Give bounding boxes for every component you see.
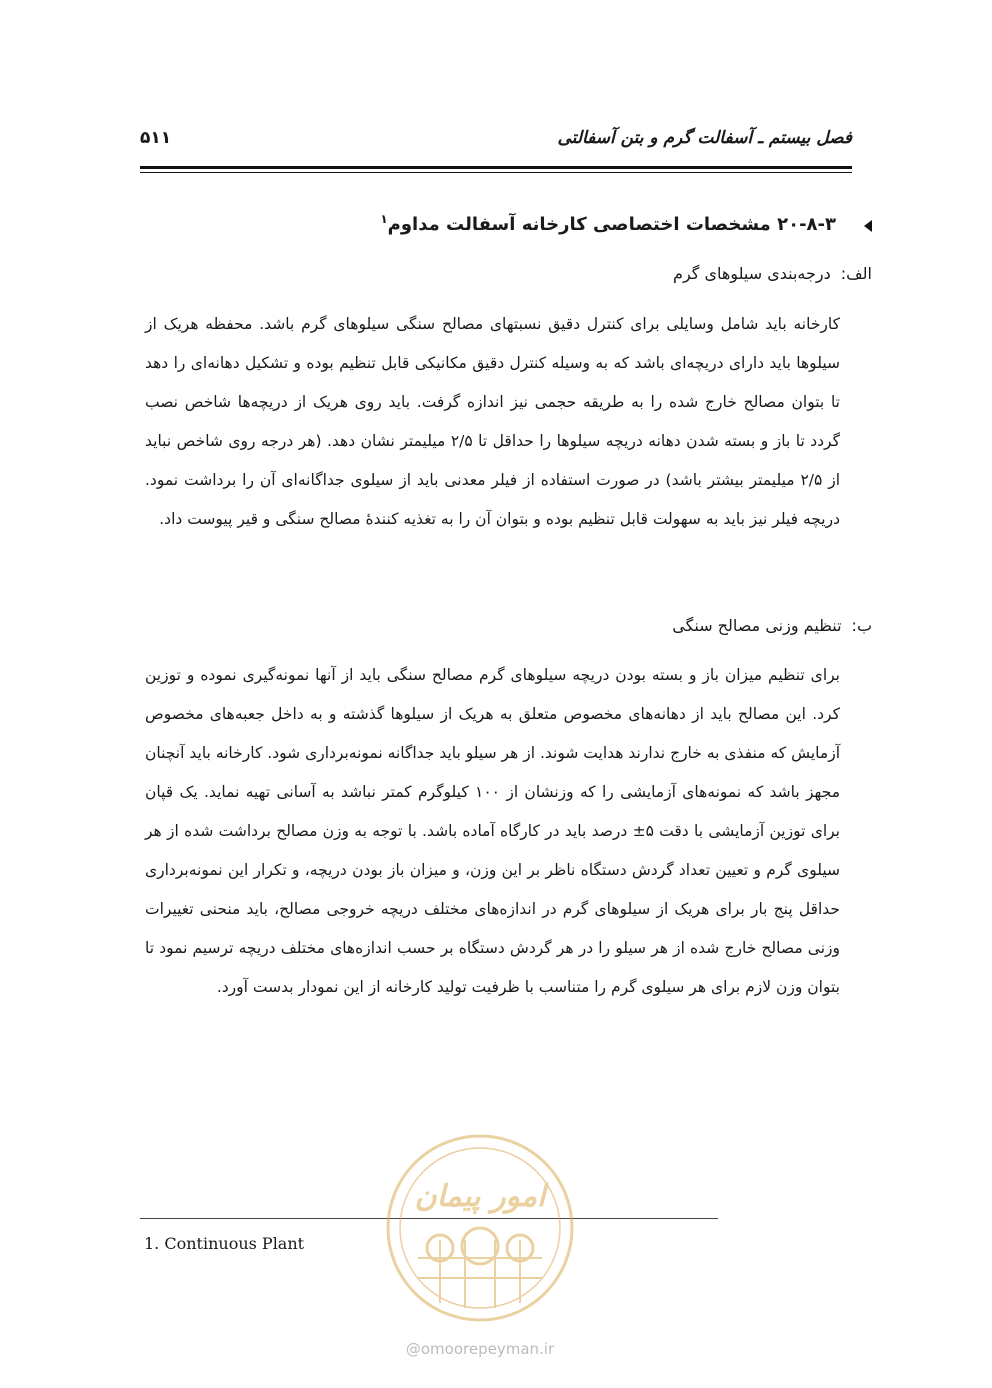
page-number: ۵۱۱ <box>140 128 172 148</box>
watermark-url <box>380 1340 580 1358</box>
at-sign-icon: @ <box>405 1340 421 1358</box>
header-rule-thick <box>140 166 852 169</box>
subheading-b-label: ب: <box>851 616 872 635</box>
section-heading-text <box>380 212 836 235</box>
footnote: 1. Continuous Plant <box>144 1234 305 1253</box>
subheading-a-title: درجه‌بندی سیلوهای گرم <box>673 264 831 283</box>
svg-text:امور پیمان: امور پیمان <box>414 1179 546 1214</box>
section-heading <box>380 212 872 235</box>
running-header <box>140 120 852 164</box>
section-title: ۲۰-۸-۳ مشخصات اختصاصی کارخانه آسفالت مداوم <box>387 214 836 235</box>
watermark-seal-logo <box>380 1128 580 1328</box>
subheading-b-title: تنظیم وزنی مصالح سنگی <box>672 616 842 635</box>
footnote-reference: ۱ <box>380 212 388 226</box>
paragraph-b: برای تنظیم میزان باز و بسته بودن دریچه سیلوهای گرم مصالح سنگی باید از آنها نمونه‌گیری نموده و توزین کرد. این مصالح باید از دهانه‌های مخصوص متعلق به هریک از سیلوها گذشته و به داخل جعبه‌های مخصوص آزمایش که منفذی به خارج ندارند هدایت شوند. از هر سیلو باید جداگانه نمونه‌برداری شود. کارخانه باید آنچنان مجهز باشد که نمونه‌های آزمایشی را که وزنشان از ۱۰۰ کیلوگرم کمتر نباشد به آسانی تهیه نماید. یک قپان برای توزین آزمایشی با دقت ۵± درصد باید در کارگاه آماده باشد. با توجه به وزن مصالح برداشت شده از هر سیلوی گرم و تعیین تعداد گردش دستگاه ناظر بر این وزن، و میزان باز بودن دریچه، و تکرار این نمونه‌برداری حداقل پنج بار برای هریک از سیلوهای گرم در اندازه‌های مختلف دریچه خروجی مصالح، باید منحنی تغییرات وزنی مصالح خارج شده از هر سیلو را در هر گردش دستگاه بر حسب اندازه‌های مختلف دریچه ترسیم نمود تا بتوان وزن لازم برای هر سیلوی گرم را متناسب با ظرفیت تولید کارخانه از این نمودار بدست آورد. <box>145 666 840 996</box>
watermark-url-text: omoorepeyman.ir <box>420 1340 555 1358</box>
subheading-a <box>673 264 872 283</box>
paragraph-a: کارخانه باید شامل وسایلی برای کنترل دقیق نسبتهای مصالح سنگی سیلوهای گرم باشد. محفظه هریک از سیلوها باید دارای دریچه‌ای باشد که به وسیله کنترل دقیق مکانیکی قابل تنظیم بوده و تشکیل دهانه‌ای را دهد تا بتوان مصالح خارج شده را به طریقه حجمی نیز اندازه گرفت. باید روی هریک از دریچه‌ها شاخص نصب گردد تا باز و بسته شدن دهانه دریچه سیلوها را حداقل تا ۲/۵ میلیمتر نشان دهد. (هر درجه روی شاخص نباید از ۲/۵ میلیمتر بیشتر باشد) در صورت استفاده از فیلر معدنی باید از سیلوی جداگانه‌ای آن را برداشت نمود. دریچه فیلر نیز باید به سهولت قابل تنظیم بوده و بتوان آن را به تغذیه کنندهٔ مصالح سنگی و قیر پیوست داد. <box>145 315 841 528</box>
header-rule-thin <box>140 172 852 173</box>
bullet-arrow-icon <box>864 220 872 232</box>
subheading-a-label: الف: <box>840 264 872 283</box>
chapter-title: فصل بیستم ـ آسفالت گرم و بتن آسفالتی <box>557 128 852 148</box>
subheading-b <box>672 616 872 635</box>
